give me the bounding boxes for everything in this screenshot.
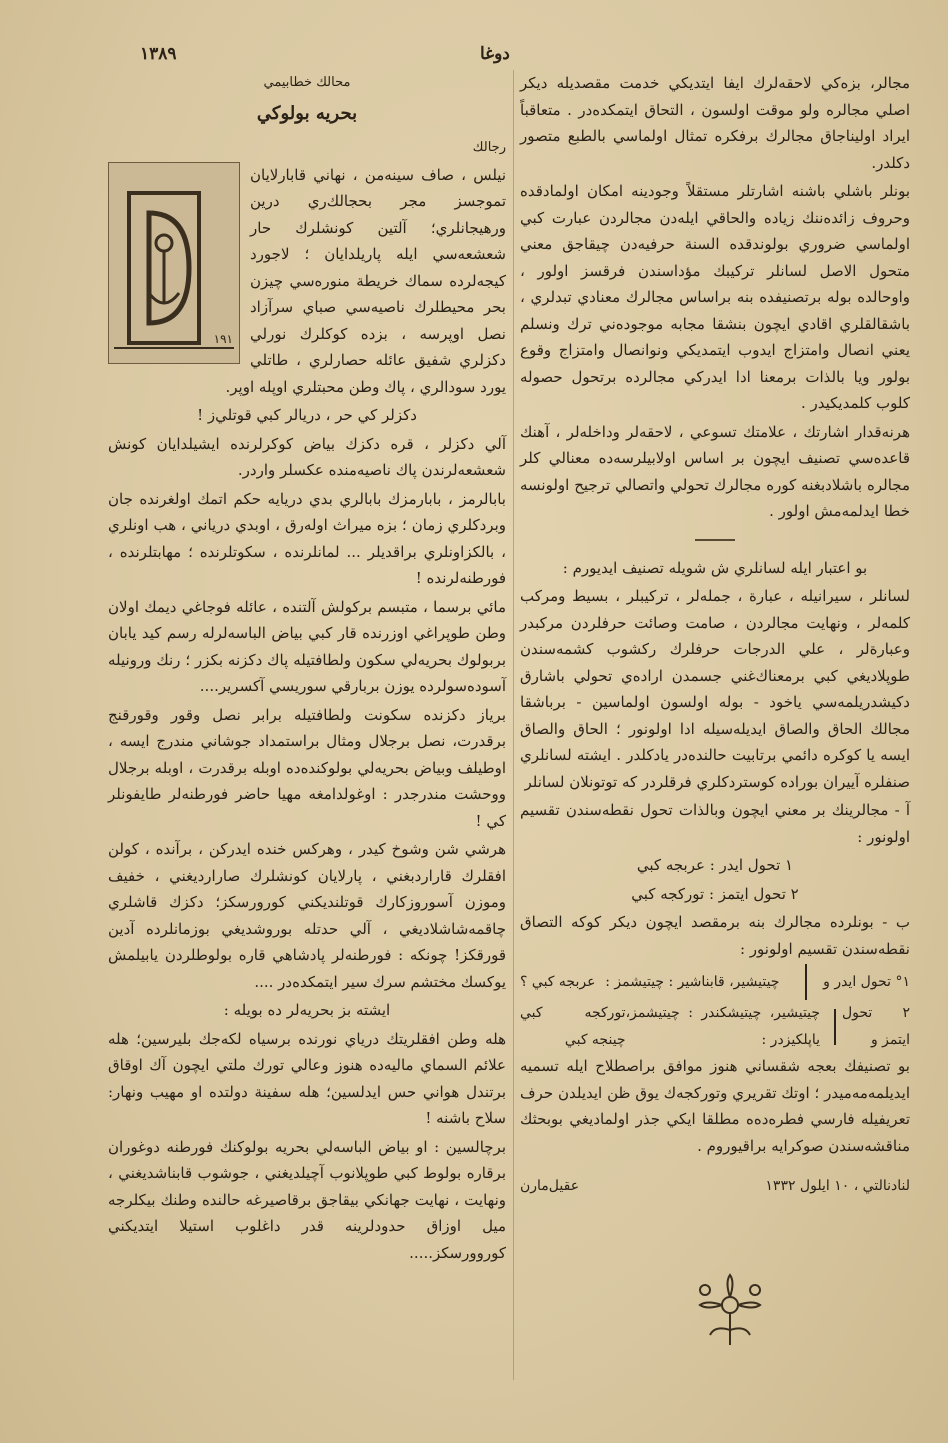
- subclass-row: [520, 964, 910, 1000]
- paragraph: برچالسين : او بياض الباسه‌لي بحريه بولوكنك فورطنه دوغوران برقاره بولوط كبي طوپلانوب آچيلديغني ، جوشوب قابناشديغني ، ونهايت ، نهايت جهانكي بيقاجق برقاصيرغه حالنده وطنك بيكلرجه ميل اوزاق حدودلرينه قدر داغلوب استيلا ايتديكني كوروورسكز.....: [108, 1137, 506, 1262]
- page-number: ١٣٨٩: [140, 44, 177, 64]
- signature-line: [520, 1173, 910, 1200]
- paragraph: هرشي شن وشوخ كيدر ، وهركس خنده ايدركن ، برآنده ، كولن افقلرك قاراردبغني ، پارلايان كونشلرك صارارديغني ، خفيف وموزن آسوروزكارك قوتلنديكني كورورسكز؛ دكزك قاشلري چاقمه‌شاشلاديغي ، آلي حدتله بوروشديغي بوزمانلرده آدين قورقكز! چونكه : فورطنه‌لر پادشاهي قاره بولوطلردن يابيلمش يوكسك مختشم سرك سير ايتمكده‌در ....: [108, 840, 506, 991]
- section-intro: بو اعتبار ايله لسانلري ش شويله تصنيف ايديورم :: [562, 558, 868, 577]
- paragraph: هرنه‌قدار اشارتك ، علامتك تسوعي ، لاحقه‌لر وداخله‌لر ، آهنك قاعده‌سي تصنيف ايچون بر اساس اولابيلرسه‌ده معنالي كلر مجالره باشلادبغنه كوره مجالرك تحولي واتصالي ترجيح اولونسه خطا ايدلمه‌مش اولور .: [520, 422, 910, 520]
- subclass-desc: چيتيشير، چيتيشكندر : چيتيشمز، ياپلكيزدر :: [625, 1005, 821, 1048]
- paragraph: مجالر، بزه‌کي لاحقه‌لرك ايفا ايتديكي خدمت مقصدیله ديكر اصلي مجالره ولو موقت اولسون ، التحاق ايتمكده‌در . متعاقباً ايراد اوليناجاق مجالرك برفكره تمثال اولماسي بالطبع متصور دكلدر.: [520, 74, 910, 172]
- paragraph: بونلر باشلي باشنه اشارتلر مستقلاً وجودينه امكان اولمادقده وحروف زائده‌ننك زياده والحاقي ايله‌دن مجالردن عبارت كبي اولماسي ضروري بولوندقده السنة حرفيه‌دن چيقاجق معني متحول الاصل لسانلر تركيبك مؤداسندن فرقسز اولور ، واوحالده بوله برتصنيفده بنه براساس مجالرك معنادي تبدلري ، باشقالقلري اقادي ايچون بنشقا مجابه موجوده‌ني ترك ونسلم يعني انصال وامتزاج ايدوب ايتمديكي ونوانصال وامتزاج وقوع بولور ويا بالذات برمعنا ادا ايدركي مجالرده برتحول حصوله كلوب كلمديكيدر .: [520, 182, 910, 412]
- initial-letter-illustration: [108, 162, 240, 364]
- section-divider: [695, 539, 735, 541]
- illustration-caption: ١٩١: [213, 332, 233, 346]
- subclass-desc: چيتيشير، قابناشير : چيتيشمز :: [605, 973, 780, 990]
- subclass-example: توركجه كبي چينجه كبي: [520, 1005, 626, 1048]
- paragraph: ايشته بز بحريه‌لر ده بويله :: [223, 1001, 391, 1019]
- class-item: ٢ تحول ايتمز : توركجه كبي: [631, 884, 799, 903]
- dedication: رجالك: [472, 140, 506, 155]
- journal-name: دوغا: [480, 44, 510, 64]
- paragraph: هله وطن افقلريتك درياي نورنده برسياه لكه‌جك بليرسين؛ هله علائم السماي ماليه‌ده هنوز وعالي تورك ملتي ايچون آك اوقاق برتندل هواني حس ايدلسين؛ هله سفينة دولتده او مهيب ونهار: سلاح باشنه !: [108, 1029, 506, 1127]
- brace-icon: [826, 1009, 836, 1045]
- clause-a: آ - مجالرينك بر معني ايچون وبالذات تحول نقطه‌سندن تقسيم اولونور :: [520, 801, 910, 846]
- paragraph: نيلس ، صاف سينه‌من ، نهاني قابارلايان تموجسز مجر بحجالك‌ري درين ورهيجانلري؛ آلتين كونشلرك حار شعشعه‌سي ايله پاريلدايان ؛ لاجورد كيجه‌لرده سماك خريطة منوره‌سي چيزن بحر محيطلرك ناصيه‌سي صباي سرآزاد نصل اوپرسه ، بزده كوكلرك نورلي دكزلري شفيق عائله حصارلري ، طاتلي يورد سودالري ، پاك وطن محبتلري اوپله اوپر.: [225, 165, 506, 396]
- paragraph: برياز دكزنده سكونت ولطافتيله برابر نصل وقور وقورقنج برقدرت، نصل برجلال ومثال براستمداد جوشاني مندرج ايسه ، اوطيلف وبياض بحريه‌لي بولوكنده‌ده اوبله برقدرت ، اوبله برجلال ووحشت مندرجدر : اوغولدامغه مهيا حاضر فورطنه‌لر طايفونلر كي !: [108, 705, 506, 830]
- right-column: [520, 70, 910, 1200]
- left-column: [108, 70, 506, 1268]
- subclass-example: عربجه كبي ؟: [520, 973, 596, 990]
- author-name: عقيل‌مارن: [520, 1178, 580, 1194]
- clause-b: ب - بونلرده مجالرك بنه برمقصد ايچون ديكر كوكه التصاق نقطه‌سندن تقسيم اولونور :: [520, 913, 910, 958]
- floral-ornament-icon: [680, 1270, 780, 1350]
- subclass-label: ١° تحول ايدر و: [823, 973, 910, 990]
- paragraph: آلي دكزلر ، قره دكزك بياض كوكرلرنده ايشيلدايان كونش شعشعه‌لرندن پاك ناصيه‌منده عكسلر واردر.: [108, 434, 506, 479]
- paragraph: مائي برسما ، متبسم بركولش آلتنده ، عائله فوجاغي ديمك اولان وطن طوپراغي اوزرنده قار كبي بياض الباسه‌لرله رسم كيد يابان بربولوك بحريه‌لي سكون ولطافتيله پاك دكزنه بكزر ؛ رنك ورونيله آسوده‌سولرده يوزن بربارقي سوريسي آكسرير....: [108, 597, 506, 695]
- paragraph: بابالرمز ، بابارمزك بابالري بدي دريايه حكم اتمك اولغرنده جان وبردكلري زمان ؛ بزه ميراث اوله‌رق ، اوبدي درياني ، هب اونلري ، بالكزاونلري براقديلر ... لمانلرنده ، سكوتلرنده ؛ مهابتلرنده ، فورطنه‌لرنده !: [108, 489, 506, 587]
- subclass-row: [520, 1000, 910, 1053]
- closing-paragraph: بو تصنيفك بعجه شقساني هنوز موافق براصطلاح ايله تسميه ايديلمه‌مه‌ميدر ؛ اوتك تقريري وتوركجه‌ك يوق ظن ايديلدن حرف تعريفيله فارسي فطره‌ده‌ه مطلقا ايكي جذر اولماديغي بوبحثك مناقشه‌سندن صوكرايه براقيوروم .: [520, 1057, 910, 1155]
- small-header: محالك خطابيمي: [263, 75, 351, 90]
- class-item: ١ تحول ايدر : عربجه كبي: [636, 856, 794, 874]
- article-title: بحريه بولوكي: [256, 102, 358, 124]
- subclass-label: ٢ تحول ايتمز و: [841, 1005, 910, 1048]
- paragraph: لسانلر ، سيرانيله ، عبارة ، جمله‌لر ، تركيبلر ، بسيط ومركب كلمه‌لر ، ونهايت مجالردن ، صامت وصائت حرفلردن مركبدر وعبارة‌لر ، علي الدرجات حرفلرك ركشوب كشمه‌سندن طوپلاديغي كبي برمعناك‌غني جسمدن اراده‌ي تحولي باشارق دكيشدر‌يلمه‌سي ياخود - بوله اولسون اولماسين - برباشقا مجالك الحاق والصاق ايديله‌سيله ادا اولونور ؛ الحاق والصاق ايسه يا كوكره دائمي برتابيت حالنده‌در يادكلدر . ايشته لسانلري صنفلره آييران بوراده كوستردكلري فرقلردر كه توتونلان لسانلر: [520, 587, 910, 791]
- brace-icon: [795, 964, 807, 1000]
- column-divider: [513, 70, 514, 1380]
- place-date: لنادنالتي ، ١٠ ايلول ١٣٣٢: [765, 1178, 910, 1194]
- paragraph: دكزلر كي حر ، دريالر كبي قوتلي‌ز !: [197, 406, 417, 424]
